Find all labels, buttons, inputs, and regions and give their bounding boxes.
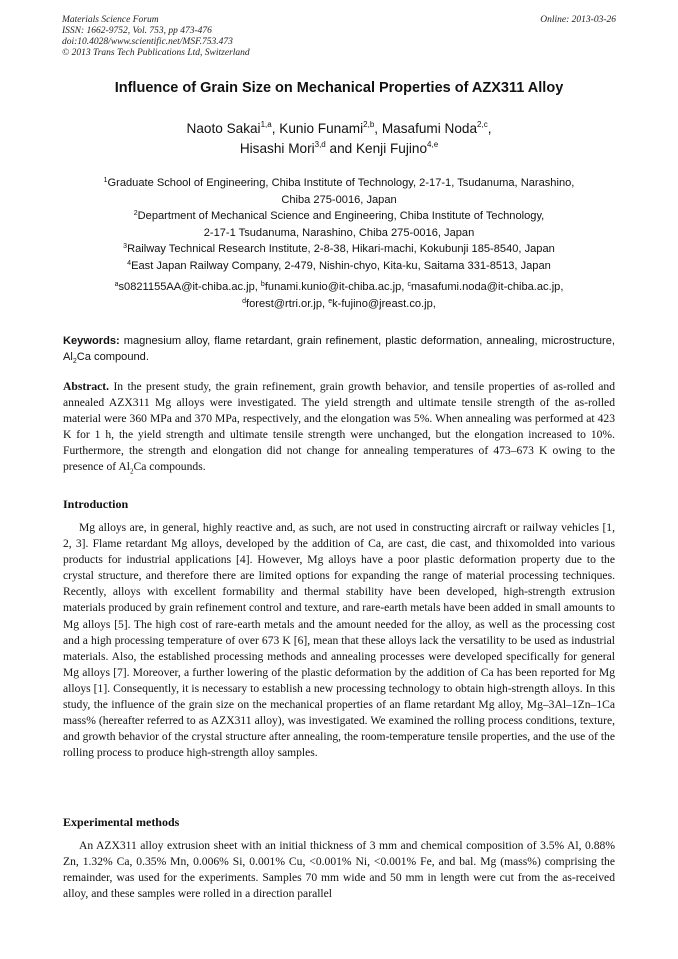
abstract-text: In the present study, the grain refinement, grain growth behavior, and tensile properties of as-rolled and annealed AZX311 Mg alloys were investigated. The yield strength and ultimate tensile strength of the as-rolled material were 360 MPa and 370 MPa, respectively, and the elongation was 5%. When annealing was performed at 423 K for 1 h, the yield strength and ultimate tensile strength were unchanged, but the elongation increased to 10%. Furthermore, the strength and elongation did not change for annealing temperatures of 473–673 K owing to the presence of Al (63, 380, 615, 474)
keywords-subscript: 2 (72, 358, 77, 366)
experimental-heading: Experimental methods (63, 815, 180, 829)
affiliation-list (40, 175, 638, 312)
author-line-2 (40, 139, 638, 159)
introduction-paragraph: Mg alloys are, in general, highly reactive and, as such, are not used in constructing aircraft or railway vehicles [1, 2, 3]. Flame retardant Mg alloys, developed by the addition of Ca, are cast, die cast, and thixomolded into various products for industrial applications [4]. However, Mg alloys have a poor plastic deformation property due to the crystal structure, and therefore there are limited options for expanding the range of material processing techniques. Recently, alloys with excellent formability and thermal stability have been developed, high-strength extrusion materials produced by grain refinement control and texture, and rare-earth metals have been added in small amounts to Mg alloys [5]. The high cost of rare-earth metals and the amount needed for the alloy, as well as the processing cost and a high processing temperature of over 673 K [6], mean that these alloys lack the versatility to be used as industrial materials. Also, the established processing methods and annealing processes were developed specifically for general Mg alloys [7]. Moreover, a further lowering of the plastic deformation by the addition of Ca has been reported for Mg alloys [1]. Consequently, it is necessary to establish a new processing technology to obtain high-strength alloys. In this study, the influence of the grain size on the mechanical properties of an flame retardant Mg alloy, Mg–3Al–1Zn–1Ca mass% (hereafter referred to as AZX311 alloy), was investigated. We examined the rolling process conditions, texture, and growth behavior of the crystal structure after annealing, the room-temperature tensile properties, and the use of the rolling process to produce high-strength alloy samples. (63, 521, 615, 760)
author-separator: , (487, 121, 492, 136)
affiliation-2 (40, 208, 638, 225)
affiliation-sup: 2 (133, 210, 138, 217)
copyright-line: © 2013 Trans Tech Publications Ltd, Switzerland (62, 48, 250, 58)
abstract-label: Abstract. (63, 380, 110, 393)
affiliation-1-cont: Chiba 275-0016, Japan (281, 193, 397, 206)
email-address: funami.kunio@it-chiba.ac.jp, (264, 281, 408, 293)
email-address: forest@rtri.or.jp, (246, 297, 329, 310)
abstract-tail: Ca compounds. (133, 460, 206, 474)
email-sup: b (260, 281, 265, 288)
paper-title: Influence of Grain Size on Mechanical Properties of AZX311 Alloy (114, 80, 564, 96)
email-address: k-fujino@jreast.co.jp, (332, 297, 436, 310)
affiliation-sup: 3 (123, 243, 128, 250)
keywords (63, 333, 615, 365)
affiliation-text: Department of Mechanical Science and Engineering, Chiba Institute of Technology, (137, 210, 545, 222)
author-line-1 (40, 119, 638, 139)
keywords-label: Keywords: (63, 335, 120, 347)
author-sup: 1,a (260, 120, 272, 129)
experimental-body (63, 838, 615, 902)
author-sup: 2,b (363, 120, 375, 129)
author-separator: , (271, 121, 280, 136)
affiliation-sup: 1 (103, 177, 108, 184)
author-sup: 3,d (314, 140, 326, 149)
affiliation-2-cont: 2-17-1 Tsudanuma, Narashino, Chiba 275-0016, Japan (203, 226, 475, 239)
abstract (63, 379, 615, 476)
author-name: Hisashi Mori (239, 141, 315, 156)
author-sup: 2,c (477, 120, 488, 129)
abstract-subscript: 2 (129, 467, 134, 476)
email-address: s0821155AA@it-chiba.ac.jp, (118, 281, 261, 293)
author-name: Kenji Fujino (355, 141, 428, 156)
introduction-heading: Introduction (63, 497, 129, 511)
author-name: Kunio Funami (279, 121, 364, 136)
issn-line: ISSN: 1662-9752, Vol. 753, pp 473-476 (62, 26, 212, 36)
experimental-paragraph: An AZX311 alloy extrusion sheet with an initial thickness of 3 mm and chemical composition of 3.5% Al, 0.88% Zn, 1.32% Ca, 0.35% Mn, 0.006% Si, 0.001% Cu, <0.001% Ni, <0.001% Fe, and bal. Mg (mass%) comprising the remainder, was used for the experiments. Samples 70 mm wide and 50 mm in length were cut from the as-received alloy, and these samples were rolled in a direction parallel (63, 839, 615, 901)
affiliation-1 (40, 175, 638, 192)
journal-header (62, 15, 616, 59)
email-sup: e (328, 297, 333, 305)
email-sup: a (114, 281, 119, 288)
author-separator: , (374, 121, 382, 136)
email-sup: d (242, 297, 247, 305)
email-sup: c (407, 281, 411, 288)
affiliation-4 (40, 258, 638, 275)
keywords-tail: Ca compound. (76, 351, 149, 363)
affiliation-text: East Japan Railway Company, 2-479, Nishin-chyo, Kita-ku, Saitama 331-8513, Japan (131, 259, 551, 272)
introduction-body (63, 520, 615, 761)
author-sup: 4,e (427, 140, 439, 149)
email-address: masafumi.noda@it-chiba.ac.jp, (410, 281, 564, 293)
affiliation-3 (40, 241, 638, 258)
journal-name: Materials Science Forum (62, 15, 159, 25)
affiliation-text: Graduate School of Engineering, Chiba Institute of Technology, 2-17-1, Tsudanuma, Narashino, (107, 177, 575, 189)
online-date: Online: 2013-03-26 (540, 15, 616, 25)
affiliation-sup: 4 (127, 259, 132, 267)
affiliation-text: Railway Technical Research Institute, 2-8-38, Hikari-machi, Kokubunji 185-8540, Japan (127, 243, 555, 255)
email-line-1 (40, 279, 638, 296)
author-list (40, 119, 638, 159)
email-line-2 (40, 296, 638, 313)
author-name: Masafumi Noda (381, 121, 478, 136)
author-separator: and (325, 141, 356, 156)
author-name: Naoto Sakai (186, 121, 261, 136)
doi-line: doi:10.4028/www.scientific.net/MSF.753.473 (62, 37, 233, 47)
keywords-text: magnesium alloy, flame retardant, grain refinement, plastic deformation, annealing, microstructure, Al (63, 335, 615, 363)
